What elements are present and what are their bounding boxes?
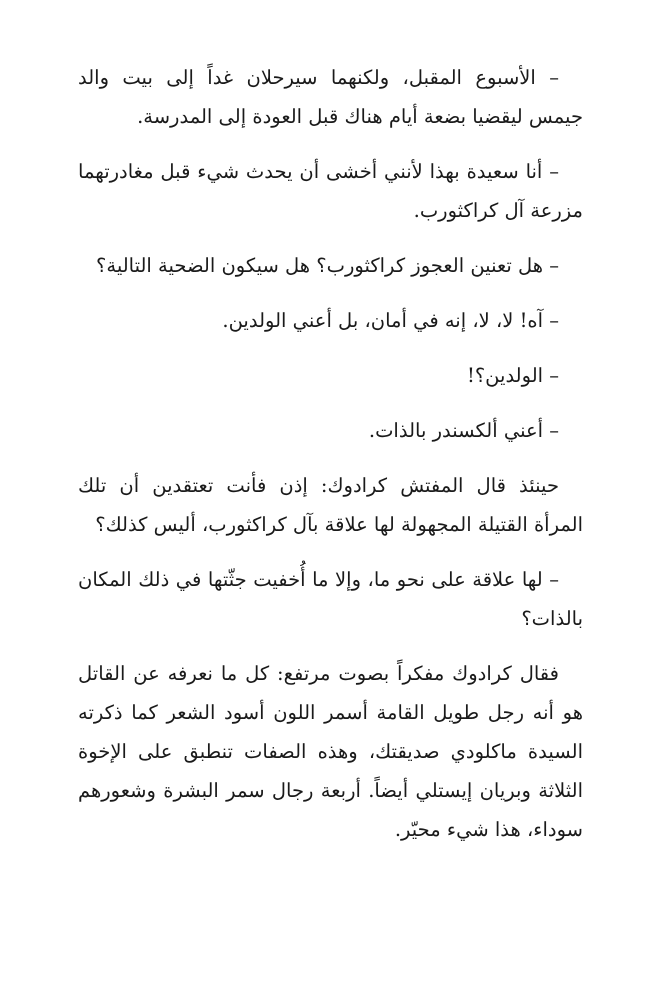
paragraph-6: – أعني ألكسندر بالذات. bbox=[368, 419, 559, 442]
paragraph-8: – لها علاقة على نحو ما، وإلا ما أُخفيت جثّتها في ذلك المكان بالذات؟ bbox=[78, 568, 583, 630]
paragraph-5: – الولدين؟! bbox=[466, 364, 559, 387]
paragraph-3: – هل تعنين العجوز كراكثورب؟ هل سيكون الضحية التالية؟ bbox=[96, 254, 559, 277]
paragraph-1: – الأسبوع المقبل، ولكنهما سيرحلان غداً إلى بيت والد جيمس ليقضيا بضعة أيام هناك قبل العودة إلى المدرسة. bbox=[78, 66, 583, 128]
paragraph-4: – آه! لا، لا، إنه في أمان، بل أعني الولدين. bbox=[222, 309, 559, 332]
paragraph-2: – أنا سعيدة بهذا لأنني أخشى أن يحدث شيء قبل مغادرتهما مزرعة آل كراكثورب. bbox=[78, 160, 583, 222]
paragraph-7: حينئذ قال المفتش كرادوك: إذن فأنت تعتقدين أن تلك المرأة القتيلة المجهولة لها علاقة بآل كراكثورب، أليس كذلك؟ bbox=[78, 474, 583, 536]
document-page bbox=[78, 58, 583, 865]
paragraph-9: فقال كرادوك مفكراً بصوت مرتفع: كل ما نعرفه عن القاتل هو أنه رجل طويل القامة أسمر اللون أسود الشعر كما ذكرته السيدة ماكلودي صديقتك، وهذه الصفات تنطبق على الإخوة الثلاثة وبريان إيستلي أيضاً. أربعة رجال سمر البشرة وشعورهم سوداء، هذا شيء محيّر. bbox=[78, 662, 583, 841]
